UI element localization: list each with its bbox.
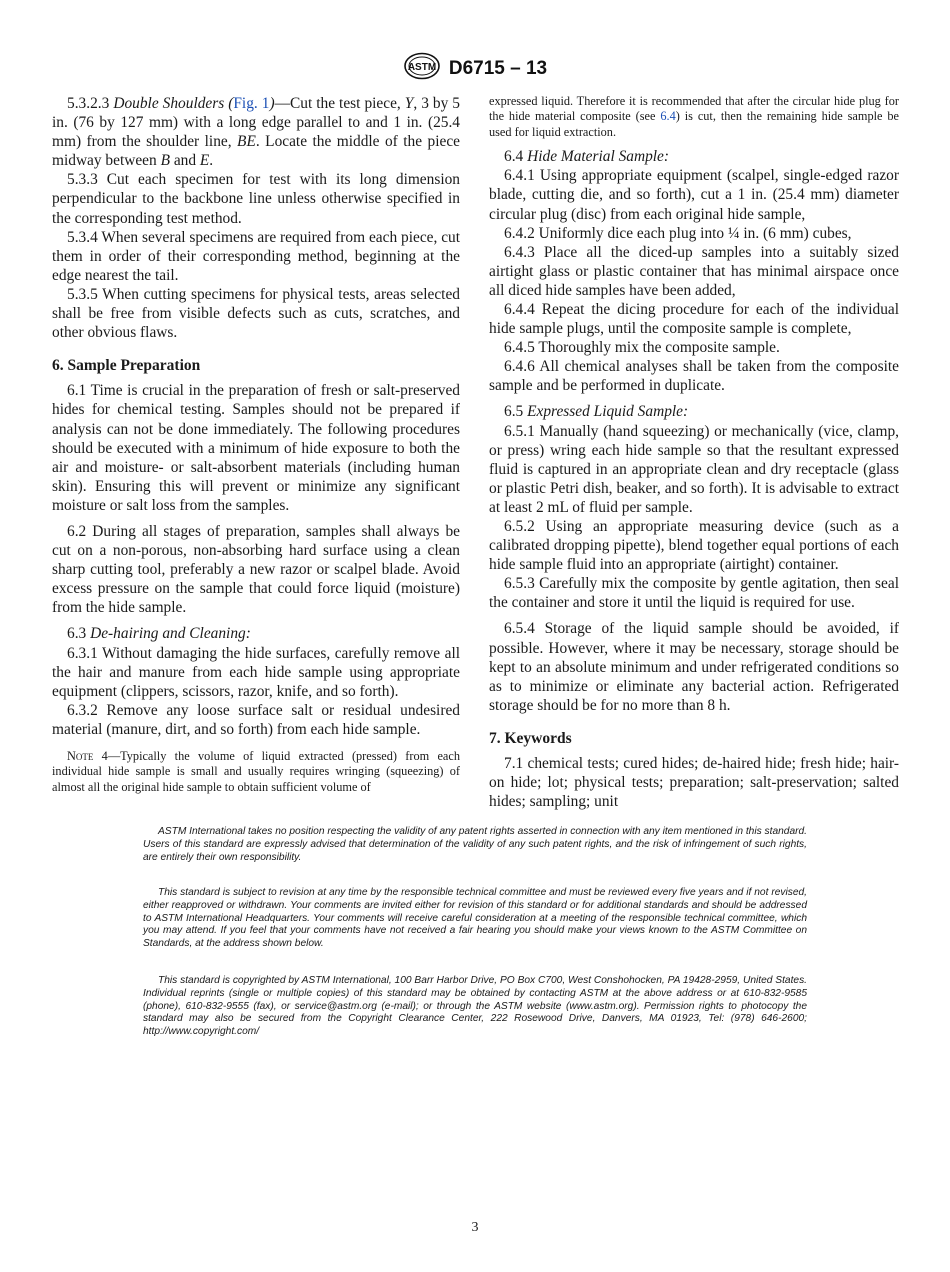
paragraph-6-4-4: 6.4.4 Repeat the dicing procedure for each of the individual hide sample plugs, until the composite sample is complete, [489,300,899,338]
paragraph-5-3-2-3: 5.3.2.3 Double Shoulders (Fig. 1)—Cut the test piece, Y, 3 by 5 in. (76 by 127 mm) with a long edge parallel to and 1 in. (25.4 mm) from the shoulder line, BE. Locate the middle of the piece midway between B and E. [52,95,461,170]
paragraph-6-4-6: 6.4.6 All chemical analyses shall be taken from the composite sample and be performed in duplicate. [489,358,899,395]
paragraph-6-5-4: 6.5.4 Storage of the liquid sample should be avoided, if possible. However, where it may be necessary, storage should be kept to an absolute minimum and under refrigerated conditions so as to minimize or eliminate any bacterial action. Refrigerated storage should be for no more than 8 h. [489,620,899,714]
paragraph-6-3-1: 6.3.1 Without damaging the hide surfaces, carefully remove all the hair and manure from each hide sample using appropriate equipment (clippers, scissors, razor, knife, and so forth). [52,644,460,700]
section-6-4-link[interactable]: 6.4 [660,109,676,124]
paragraph-7-1: 7.1 chemical tests; cured hides; de-haired hide; fresh hide; hair-on hide; lot; physical tests; preparation; salt-preservation; salted hides; sampling; unit [489,755,899,811]
paragraph-6-5-1: 6.5.1 Manually (hand squeezing) or mechanically (vice, clamp, or press) wring each hide sample so that the resultant expressed fluid is captured in an appropriate clean and dry receptacle (glass or plastic Petri dish, beaker, and so forth). It is advisable to extract at least 2 mL of fluid per sample. [489,422,899,516]
paragraph-6-4-1: 6.4.1 Using appropriate equipment (scalpel, single-edged razor blade, cutting die, and so forth), cut a 1 in. (25.4 mm) diameter circular plug (disc) from each original hide sample, [489,167,899,223]
paragraph-5-3-3: 5.3.3 Cut each specimen for test with its long dimension perpendicular to the backbone line unless otherwise specified in the corresponding test method. [52,171,460,227]
paragraph-6-5-2: 6.5.2 Using an appropriate measuring device (such as a calibrated dropping pipette), blend together equal portions of each hide sample fluid into an appropriate (airtight) container. [489,518,899,574]
paragraph-6-1: 6.1 Time is crucial in the preparation of fresh or salt-preserved hides for chemical testing. Samples should not be prepared if analysis can not be done immediately. The following procedures should be executed with a minimum of hide exposure to both the air and moisture- or salt-absorbent materials (including human skin). Ensuring this will prevent or minimize any significant moisture or salt loss from the samples. [52,382,460,514]
section-6-heading: 6. Sample Preparation [52,357,201,375]
footer-patent-notice: ASTM International takes no position respecting the validity of any patent rights asserted in connection with any item mentioned in this standard. Users of this standard are expressly advised that determination of the validity of any such patent rights, and the risk of infringement of such rights, are entirely their own responsibility. [143,826,807,863]
standard-designation: D6715 – 13 [448,57,548,79]
note-4: Note 4—Typically the volume of liquid extracted (pressed) from each individual hide sample is small and usually requires wringing (squeezing) of almost all the original hide sample to obtain sufficient volume of [52,749,460,794]
paragraph-6-5-3: 6.5.3 Carefully mix the composite by gentle agitation, then seal the container and store it until the liquid is required for use. [489,575,899,612]
paragraph-6-3-2: 6.3.2 Remove any loose surface salt or residual undesired material (manure, dirt, and so forth) from each hide sample. [52,701,460,738]
fig-1-link[interactable]: Fig. 1 [233,95,270,112]
paragraph-6-4: 6.4 Hide Material Sample: [504,148,670,166]
paragraph-6-3: 6.3 De-hairing and Cleaning: [67,625,251,643]
paragraph-6-4-3: 6.4.3 Place all the diced-up samples into a suitably sized airtight glass or plastic container that has minimal airspace once all diced hide samples have been added, [489,243,899,299]
footer-revision-notice: This standard is subject to revision at any time by the responsible technical committee and must be reviewed every five years and if not revised, either reapproved or withdrawn. Your comments are invited either for revision of this standard or for additional standards and should be addressed to ASTM International Headquarters. Your comments will receive careful consideration at a meeting of the responsible technical committee, which you may attend. If you feel that your comments have not received a fair hearing you should make your views known to the ASTM Committee on Standards, at the address shown below. [143,887,807,950]
paragraph-6-2: 6.2 During all stages of preparation, samples shall always be cut on a non-porous, non-absorbing hard surface using a clean sharp cutting tool, preferably a new razor or scalpel blade. Avoid excess pressure on the sample that could force liquid (moisture) from the hide sample. [52,522,460,617]
logo-label: ASTM [407,62,437,73]
footer-copyright-notice: This standard is copyrighted by ASTM International, 100 Barr Harbor Drive, PO Box C700, West Conshohocken, PA 19428-2959, United States. Individual reprints (single or multiple copies) of this standard may be obtained by contacting ASTM at the above address or at 610-832-9585 (phone), 610-832-9555 (fax), or service@astm.org (e-mail); or through the ASTM website (www.astm.org). Permission rights to photocopy the standard may also be secured from the Copyright Clearance Center, 222 Rosewood Drive, Danvers, MA 01923, Tel: (978) 646-2600; http://www.copyright.com/ [143,975,807,1038]
left-column [52,94,460,795]
paragraph-5-3-4: 5.3.4 When several specimens are required from each piece, cut them in order of their corresponding method, beginning at the edge nearest the tail. [52,228,460,284]
page-header [0,52,950,85]
section-7-heading: 7. Keywords [489,729,572,747]
paragraph-5-3-5: 5.3.5 When cutting specimens for physical tests, areas selected shall be free from visible defects such as cuts, scratches, and other obvious flaws. [52,285,460,342]
note-4-continued: expressed liquid. Therefore it is recommended that after the circular hide plug for the hide material composite (see 6.4) is cut, then the remaining hide sample be used for liquid extraction. [489,94,899,139]
paragraph-6-4-2: 6.4.2 Uniformly dice each plug into ¼ in. (6 mm) cubes, [504,224,852,242]
page-number: 3 [471,1220,479,1235]
astm-logo-icon [403,52,441,85]
right-column [489,94,899,811]
paragraph-6-4-5: 6.4.5 Thoroughly mix the composite sample. [504,339,780,357]
paragraph-6-5: 6.5 Expressed Liquid Sample: [504,403,689,421]
